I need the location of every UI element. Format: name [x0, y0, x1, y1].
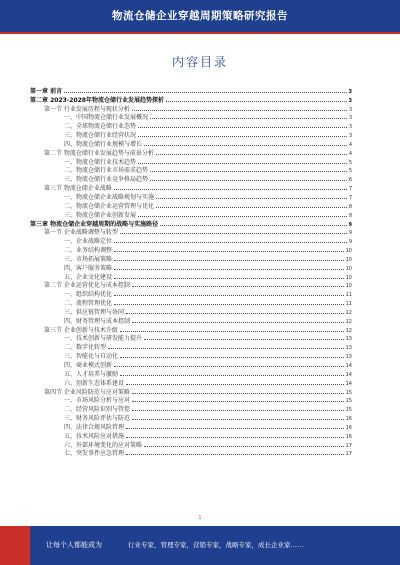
toc-dot-leader — [126, 437, 344, 438]
toc-entry[interactable] — [30, 148, 352, 157]
toc-entry-label: 四、物流仓储行业规模与增长 — [64, 140, 143, 148]
toc-dot-leader — [114, 242, 347, 243]
toc-dot-leader — [120, 375, 344, 376]
toc-entry-page: 5 — [348, 159, 352, 166]
toc-entry-page: 3 — [348, 97, 352, 104]
toc-dot-leader — [150, 171, 347, 172]
toc-entry[interactable] — [30, 431, 352, 440]
toc-entry[interactable] — [30, 449, 352, 458]
toc-dot-leader — [120, 233, 347, 234]
toc-entry[interactable] — [30, 236, 352, 245]
toc-entry-page: 15 — [345, 389, 352, 396]
toc-entry-label: 一、技术创新与研发能力提升 — [64, 335, 143, 343]
toc-entry-page: 7 — [348, 194, 352, 201]
toc-entry[interactable] — [30, 113, 352, 122]
toc-entry-label: 三、物流仓储行业经营状况 — [64, 132, 137, 140]
toc-entry-label: 一、市场风险分析与应对 — [64, 397, 131, 405]
toc-dot-leader — [156, 154, 347, 155]
toc-entry[interactable] — [30, 201, 352, 210]
toc-entry-page: 3 — [348, 133, 352, 140]
toc-entry-label: 四、客户服务策略 — [64, 264, 113, 272]
toc-entry-label: 第一节 行业发展历程与现状分析 — [44, 105, 130, 113]
toc-entry-label: 二、业务结构调整 — [64, 247, 113, 255]
toc-entry[interactable] — [30, 166, 352, 175]
toc-entry-label: 第三章 物流仓储企业穿越周期的战略与实施路径 — [30, 220, 159, 228]
toc-entry-page: 8 — [348, 203, 352, 210]
toc-entry-page: 3 — [348, 88, 352, 95]
toc-dot-leader — [126, 313, 344, 314]
toc-dot-leader — [144, 339, 344, 340]
toc-entry-page: 11 — [345, 292, 352, 299]
toc-entry-page: 6 — [348, 177, 352, 184]
toc-entry-page: 13 — [345, 354, 352, 361]
toc-dot-leader — [166, 101, 347, 102]
toc-entry-label: 一、组织结构优化 — [64, 291, 113, 299]
toc-entry-label: 七、突发事件应急管理 — [64, 450, 125, 458]
toc-dot-leader — [150, 180, 347, 181]
toc-entry-page: 3 — [348, 106, 352, 113]
toc-entry-page: 3 — [348, 115, 352, 122]
toc-dot-leader — [138, 216, 347, 217]
toc-entry[interactable] — [30, 422, 352, 431]
toc-dot-leader — [114, 304, 344, 305]
toc-entry-label: 第一章 前言 — [30, 87, 63, 95]
toc-dot-leader — [144, 145, 347, 146]
toc-entry[interactable] — [30, 413, 352, 422]
toc-entry[interactable] — [30, 254, 352, 263]
toc-entry-page: 5 — [348, 168, 352, 175]
toc-dot-leader — [132, 110, 347, 111]
toc-dot-leader — [114, 366, 344, 367]
toc-entry[interactable] — [30, 334, 352, 343]
toc-entry-label: 六、外部环境变化的应对策略 — [64, 441, 143, 449]
toc-entry-label: 二、物流仓储行业市场需求趋势 — [64, 167, 149, 175]
toc-entry-label: 三、物流仓储企业创新发展 — [64, 211, 137, 219]
toc-entry-page: 15 — [345, 398, 352, 405]
toc-entry-page: 10 — [345, 274, 352, 281]
toc-dot-leader — [114, 251, 344, 252]
toc-entry-label: 一、中国物流仓储行业发展概况 — [64, 114, 149, 122]
toc-dot-leader — [126, 454, 344, 455]
toc-entry-label: 三、供应链管理与协同 — [64, 308, 125, 316]
toc-entry-label: 一、物流仓储行业技术趋势 — [64, 158, 137, 166]
toc-entry-label: 五、人才培养与激励 — [64, 370, 119, 378]
toc-entry[interactable] — [30, 95, 352, 104]
toc-entry-page: 7 — [348, 186, 352, 193]
toc-dot-leader — [64, 92, 346, 93]
toc-dot-leader — [138, 127, 347, 128]
toc-entry[interactable] — [30, 272, 352, 281]
toc-dot-leader — [138, 136, 347, 137]
toc-entry-label: 五、技术风险应对措施 — [64, 432, 125, 440]
toc-entry-page: 11 — [345, 301, 352, 308]
toc-dot-leader — [144, 446, 344, 447]
toc-heading: 内容目录 — [171, 55, 228, 69]
footer-accent — [0, 526, 30, 565]
toc-dot-leader — [114, 269, 344, 270]
toc-entry-label: 三、市场拓展策略 — [64, 255, 113, 263]
toc-entry-label: 二、物流仓储企业运营管理与优化 — [64, 202, 155, 210]
toc-entry-label: 二、全球物流仓储行业态势 — [64, 123, 137, 131]
toc-entry-page: 12 — [345, 318, 352, 325]
report-title: 物流仓储企业穿越周期策略研究报告 — [112, 10, 288, 22]
toc-entry-page: 4 — [348, 150, 352, 157]
toc-entry-page: 13 — [345, 345, 352, 352]
toc-entry-label: 四、法律合规风险管理 — [64, 423, 125, 431]
toc-dot-leader — [126, 428, 344, 429]
toc-entry-page: 13 — [345, 336, 352, 343]
toc-entry[interactable] — [30, 183, 352, 192]
toc-entry-label: 三、物流仓储行业竞争格局趋势 — [64, 176, 149, 184]
toc-entry-label: 第四节 企业风险防范与应对策略 — [44, 388, 130, 396]
toc-entry[interactable] — [30, 404, 352, 413]
toc-dot-leader — [132, 286, 344, 287]
toc-entry-page: 17 — [345, 442, 352, 449]
toc-list — [30, 86, 352, 457]
toc-dot-leader — [156, 207, 347, 208]
toc-dot-leader — [114, 260, 344, 261]
toc-entry[interactable] — [30, 86, 352, 95]
toc-dot-leader — [150, 118, 347, 119]
toc-dot-leader — [114, 189, 347, 190]
toc-dot-leader — [132, 322, 344, 323]
toc-entry-page: 4 — [348, 141, 352, 148]
toc-entry[interactable] — [30, 210, 352, 219]
toc-entry[interactable] — [30, 130, 352, 139]
toc-entry-label: 一、企业战略定位 — [64, 238, 113, 246]
toc-entry[interactable] — [30, 281, 352, 290]
toc-entry-page: 16 — [345, 424, 352, 431]
toc-dot-leader — [114, 278, 344, 279]
toc-entry-page: 12 — [345, 309, 352, 316]
toc-entry[interactable] — [30, 369, 352, 378]
toc-entry[interactable] — [30, 342, 352, 351]
toc-dot-leader — [120, 357, 344, 358]
toc-entry-label: 第二节 物流仓储行业发展趋势与前景分析 — [44, 149, 154, 157]
toc-dot-leader — [132, 410, 344, 411]
toc-entry-page: 14 — [345, 380, 352, 387]
toc-entry-page: 16 — [345, 433, 352, 440]
toc-entry-label: 第三节 企业创新与技术升级 — [44, 326, 118, 334]
toc-entry[interactable] — [30, 351, 352, 360]
toc-entry-page: 9 — [348, 239, 352, 246]
toc-entry-page: 17 — [345, 451, 352, 458]
toc-entry-label: 二、经营风险识别与管控 — [64, 406, 131, 414]
toc-entry-label: 六、创新生态体系建设 — [64, 379, 125, 387]
toc-dot-leader — [126, 384, 344, 385]
toc-entry[interactable] — [30, 139, 352, 148]
toc-entry[interactable] — [30, 360, 352, 369]
toc-entry[interactable] — [30, 174, 352, 183]
toc-entry-page: 3 — [348, 124, 352, 131]
toc-entry[interactable] — [30, 440, 352, 449]
toc-entry-label: 三、财务风险评估与防范 — [64, 415, 131, 423]
toc-dot-leader — [108, 348, 344, 349]
toc-dot-leader — [132, 401, 344, 402]
toc-dot-leader — [132, 393, 344, 394]
toc-entry-page: 16 — [345, 416, 352, 423]
toc-entry-label: 四、商业模式创新 — [64, 362, 113, 369]
footer-tags: 行业专家，管理专家，营销专家，战略专家，成长企业家…… — [128, 541, 304, 549]
toc-entry[interactable] — [30, 396, 352, 405]
toc-dot-leader — [132, 419, 344, 420]
toc-entry-label: 五、企业文化建设 — [64, 273, 113, 281]
toc-entry-page: 9 — [348, 221, 352, 228]
toc-entry-page: 15 — [345, 407, 352, 414]
toc-entry[interactable] — [30, 121, 352, 130]
toc-entry[interactable] — [30, 316, 352, 325]
toc-entry-label: 第三节 物流仓储企业战略 — [44, 185, 112, 193]
toc-entry[interactable] — [30, 387, 352, 396]
toc-entry[interactable] — [30, 157, 352, 166]
header-divider — [0, 32, 400, 34]
toc-entry[interactable] — [30, 228, 352, 237]
toc-entry-page: 10 — [345, 265, 352, 272]
toc-entry[interactable] — [30, 263, 352, 272]
toc-entry-label: 第二章 2023-2028年物流仓储行业发展趋势探析 — [30, 96, 164, 104]
toc-entry[interactable] — [30, 192, 352, 201]
toc-entry-page: 12 — [345, 327, 352, 334]
toc-entry[interactable] — [30, 289, 352, 298]
toc-dot-leader — [114, 295, 344, 296]
toc-entry[interactable] — [30, 219, 352, 228]
toc-entry-label: 二、数字化转型 — [64, 344, 107, 352]
toc-dot-leader — [160, 225, 346, 226]
page-number: 1 — [198, 515, 202, 521]
toc-entry-page: 10 — [345, 283, 352, 290]
toc-dot-leader — [156, 198, 347, 199]
footer-slogan: 让每个人都能成为 — [46, 541, 102, 549]
toc-entry[interactable] — [30, 307, 352, 316]
toc-entry-label: 第二节 企业运营优化与成本控制 — [44, 282, 130, 290]
toc-entry-label: 三、智能化与自动化 — [64, 353, 119, 361]
toc-dot-leader — [120, 331, 344, 332]
toc-entry[interactable] — [30, 298, 352, 307]
toc-entry-page: 14 — [345, 363, 352, 369]
toc-entry-page: 8 — [348, 212, 352, 219]
toc-entry-label: 二、流程管理优化 — [64, 300, 113, 308]
toc-entry-page: 10 — [345, 248, 352, 255]
toc-entry-page: 10 — [345, 256, 352, 263]
toc-entry[interactable] — [30, 104, 352, 113]
toc-entry[interactable] — [30, 245, 352, 254]
toc-entry-label: 一、物流仓储企业战略规划与实施 — [64, 193, 155, 201]
toc-entry-label: 四、财务管理与成本控制 — [64, 317, 131, 325]
toc-entry[interactable] — [30, 325, 352, 334]
toc-dot-leader — [138, 163, 347, 164]
toc-entry[interactable] — [30, 378, 352, 387]
toc-entry-page: 9 — [348, 230, 352, 237]
toc-entry-label: 第一节 企业战略调整与转型 — [44, 229, 118, 237]
toc-entry-page: 14 — [345, 371, 352, 378]
